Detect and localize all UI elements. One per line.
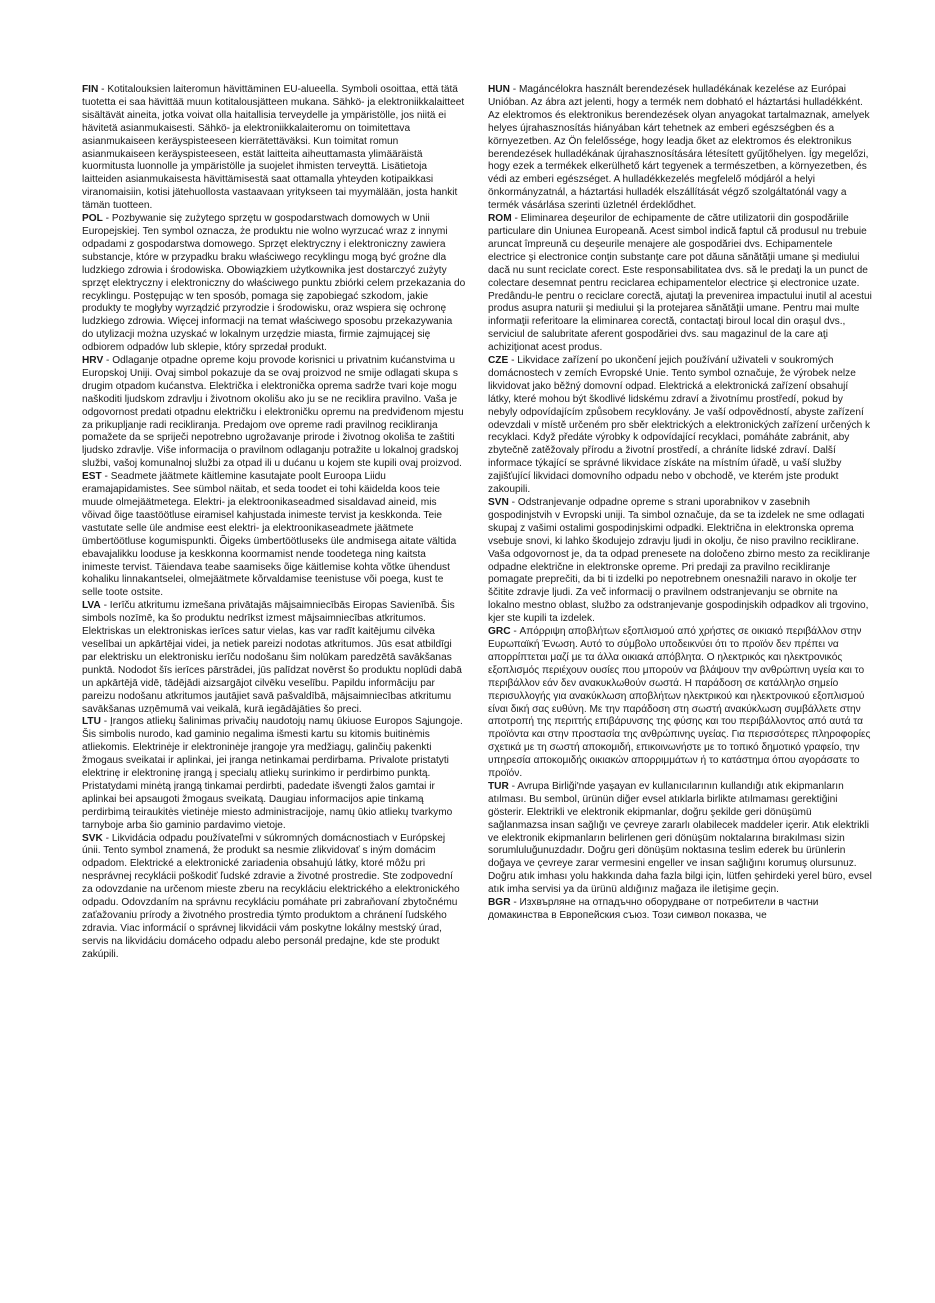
section-text: Seadmete jäätmete käitlemine kasutajate poolt Euroopa Liidu eramajapidamistes. See sümbol näitab, et seda toodet ei tohi käidelda koos teie muude olmejäätmetega. Elektri- ja elektroonikaseadmed sisaldavad aineid, mis võivad õige taastöötluse eiramisel kahjustada inimeste tervist ja keskkonda. Teie vastutate selle üle andmise eest elektri- ja elektroonikaseadmete jäätmete ümbertöötluse kogumispunkti. Õigeks ümbertöötluseks üle andmisega aitate vältida ebavajalikku looduse ja keskkonna koormamist nende toodetega ning kaitsta inimeste tervist. Täiendava teabe saamiseks õige käitlemise kohta võtke ühendust kohaliku linnakantselei, olmejäätmete kõrvaldamise teenistuse või poega, kust te selle toote ostsite. — [82, 471, 457, 599]
section-text: Likvidace zařízení po ukončení jejich používání uživateli v soukromých domácnostech v zemích Evropské Unie. Tento symbol označuje, že výrobek nelze likvidovat jako běžný domovní odpad. Elektrická a elektronická zařízení obsahují látky, které mohou být škodlivé lidskému zdraví a životnímu prostředí, pokud by nebyly odpovídajícím způsobem recyklovány. Je vaší odpovědností, abyste zařízení odevzdali v místě určeném pro sběr elektrických a elektronických zařízení určených k recyklaci. Když předáte výrobky k odpovídající recyklaci, pomáháte zabránit, aby zbytečně zatěžovaly přírodu a životní prostředí, a chráníte lidské zdraví. Další informace týkající se správné likvidace získáte na místním úřadě, u vaší služby zajišťující likvidaci domovního odpadu nebo v obchodě, ve kterém jste produkt zakoupili. — [488, 355, 871, 496]
language-code: CZE — [488, 355, 509, 367]
section-text: Odlaganje otpadne opreme koju provode korisnici u privatnim kućanstvima u Europskoj Uniji. Ovaj simbol pokazuje da se ovaj proizvod ne smije odlagati skupa s drugim otpadom kućanstva. Električka i elektronička oprema sadrže tvari koje mogu naškoditi ljudskom zdravlju i životnom okolišu ako ju se ne reciklira pravilno. Vaša je odgovornost predati otpadnu električku i elektroničku opremu na predviđenom mjestu za prikupljanje radi recikliranja. Predajom ove opreme radi pravilnog recikliranja pomažete da se spriječi nepotrebno ugrožavanje prirode i životnog okoliša te zaštiti ljudsko zdravlje. Više informacija o pravilnom odlaganju potražite u lokalnoj gradskoj službi, vašoj komunalnoj službi za otpad ili u dućanu u kojem ste kupili ovaj proizvod. — [82, 355, 464, 470]
language-code: LTU — [82, 716, 101, 728]
section-hrv: HRV - Odlaganje otpadne opreme koju provode korisnici u privatnim kućanstvima u Europskoj Uniji. Ovaj simbol pokazuje da se ovaj proizvod ne smije odlagati skupa s drugim otpadom kućanstva. Električka i elektronička oprema sadrže tvari koje mogu naškoditi ljudskom zdravlju i životnom okolišu ako ju se ne reciklira pravilno. Vaša je odgovornost predati otpadnu električku i elektroničku opremu na predviđenom mjestu za prikupljanje radi recikliranja. Predajom ove opreme radi pravilnog recikliranja pomažete da se spriječi nepotrebno ugrožavanje prirode i životnog okoliša te zaštiti ljudsko zdravlje. Više informacija o pravilnom odlaganju potražite u lokalnoj gradskoj službi, vašoj komunalnoj službi za otpad ili u dućanu u kojem ste kupili ovaj proizvod. — [82, 355, 464, 470]
section-ltu: LTU - Įrangos atliekų šalinimas privačių naudotojų namų ūkiuose Europos Sąjungoje. Šis simbolis nurodo, kad gaminio negalima išmesti kartu su kitomis buitinėmis atliekomis. Elektrinėje ir elektroninėje įrangoje yra medžiagų, galinčių pakenkti žmogaus sveikatai ir aplinkai, jei įranga netinkamai perdirbama. Privalote pristatyti elektrinę ir elektroninę įrangą į specialų atliekų surinkimo ir perdirbimo punktą. Pristatydami minėtą įrangą tinkamai perdirbti, padedate išvengti žalos gamtai ir aplinkai bei apsaugoti žmogaus sveikatą. Daugiau informacijos apie tinkamą perdirbimą teiraukitės vietinėje miesto administracijoje, namų ūkio atliekų tvarkymo tarnyboje arba šio gaminio pardavimo vietoje. — [82, 716, 463, 831]
language-code: HUN — [488, 84, 510, 95]
section-svn: SVN - Odstranjevanje odpadne opreme s strani uporabnikov v zasebnih gospodinjstvih v Evropski uniji. Ta simbol označuje, da se ta izdelek ne sme odlagati skupaj z vašimi ostalimi gospodinjskimi odpadki. Električna in elektronska oprema vsebuje snovi, ki lahko škodujejo zdravju ljudi in okolju, če niso pravilno reciklirane. Vaša odgovornost je, da ta odpad prenesete na določeno zbirno mesto za recikliranje odpadne električne in elektronske opreme. Pri predaji za pravilno recikliranje pomagate preprečiti, da bi ti izdelki po nepotrebnem onesnažili naravo in okolje ter ščitite zdravje ljudi. Za več informacij o pravilnem odstranjevanju se obrnite na lokalno mestno oblast, službo za odstranjevanje gospodinjskih odpadkov ali trgovino, kjer ste kupili ta izdelek. — [488, 497, 870, 625]
language-code: SVN — [488, 497, 509, 508]
language-code: LVA — [82, 600, 101, 612]
section-est: EST - Seadmete jäätmete käitlemine kasutajate poolt Euroopa Liidu eramajapidamistes. See sümbol näitab, et seda toodet ei tohi käidelda koos teie muude olmejäätmetega. Elektri- ja elektroonikaseadmed sisaldavad aineid, mis võivad õige taastöötluse eiramisel kahjustada inimeste tervist ja keskkonda. Teie vastutate selle üle andmise eest elektri- ja elektroonikaseadmete jäätmete ümbertöötluse kogumispunkti. Õigeks ümbertöötluseks üle andmisega aitate vältida ebavajalikku looduse ja keskkonna koormamist nende toodetega ning kaitsta inimeste tervist. Täiendava teabe saamiseks õige käitlemise kohta võtke ühendust kohaliku linnakantselei, olmejäätmete kõrvaldamise teenistuse või poega, kust te selle toote ostsite. — [82, 471, 457, 599]
language-code: POL — [82, 213, 103, 225]
document-page — [82, 84, 872, 1284]
section-text: Avrupa Birliği'nde yaşayan ev kullanıcılarının kullandığı atık ekipmanların atılması. Bu sembol, ürünün diğer evsel atıklarla birlikte atılmaması gerektiğini gösterir. Elektrikli ve elektronik ekipmanlar, doğru şekilde geri dönüşümü sağlanmazsa insan sağlığı ve çevreye zararlı olabilecek maddeler içerir. Atık elektrikli ve elektronik ekipmanların belirlenen geri dönüşüm noktalarına bırakılması sizin sorumluluğunuzdadır. Doğru geri dönüşüm noktasına teslim ederek bu ürünlerin doğaya ve çevreye zarar vermesini engeller ve insan sağlığını korumuş olursunuz. Doğru atık imhası yolu hakkında daha fazla bilgi için, lütfen şehirdeki yerel büro, evsel atık imha servisi ya da ürünü aldığınız mağaza ile iletişime geçin. — [488, 780, 872, 896]
section-rom: ROM - Eliminarea deşeurilor de echipamente de către utilizatorii din gospodăriile particulare din Uniunea Europeană. Acest simbol indică faptul că produsul nu trebuie aruncat împreună cu deşeurile menajere ale gospodăriei dvs. Echipamentele electrice şi electronice conţin substanţe care pot dăuna sănătăţii umane şi mediului dacă nu sunt reciclate corect. Este responsabilitatea dvs. să le predaţi la un punct de colectare desemnat pentru reciclarea echipamentelor electrice şi electronice uzate. Predându-le pentru o reciclare corectă, ajutaţi la prevenirea impactului inutil al acestui produs asupra naturii şi mediului şi la protejarea sănătăţii umane. Pentru mai multe informaţii referitoare la eliminarea corectă, contactaţi biroul local din oraşul dvs., serviciul de salubritate aferent gospodăriei dvs. sau magazinul de la care aţi achiziţionat acest produs. — [488, 213, 872, 354]
language-code: HRV — [82, 355, 104, 367]
section-hun: HUN - Magáncélokra használt berendezések hulladékának kezelése az Európai Unióban. Az ábra azt jelenti, hogy a termék nem dobható el háztartási hulladékként. Az elektromos és elektronikus berendezések olyan anyagokat tartalmaznak, amelyek helyes újrahasznosítás hiányában kárt tehetnek az emberi egészségben és a környezetben. Az Ön felelőssége, hogy leadja őket az elektromos és elektronikus berendezések hulladékának újrahasznosítására létesített gyűjtőhelyen. Így megelőzi, hogy ezek a termékek elkerülhető kárt tegyenek a természetben, a környezetben, és védi az emberi egészséget. A hulladékkezelés megfelelő módjáról a helyi önkormányzatnál, a háztartási hulladék elszállítását végző szolgáltatónál vagy a termék vásárlása szerinti üzletnél érdeklődhet. — [488, 84, 870, 212]
section-text: Ierīču atkritumu izmešana privātajās mājsaimniecībās Eiropas Savienībā. Šis simbols nozīmē, ka šo produktu nedrīkst izmest mājsaimniecības atkritumos. Elektriskas un elektroniskas ierīces satur vielas, kas var radīt kaitējumu cilvēka veselībai un apkārtējai videi, ja netiek pareizi nodotas atkritumos. Jūs esat atbildīgi par elektrisku un elektronisku ierīču nodošanu šim nolūkam paredzētā savākšanas punktā. Nododot šīs ierīces pārstrādei, jūs palīdzat novērst šo produktu noplūdi dabā un apkārtējā vidē, tādējādi aizsargājot cilvēku veselību. Papildu informāciju par pareizu nodošanu atkritumos jautājiet savā pašvaldībā, mājsaimniecības atkritumu savākšanas uzņēmumā vai veikalā, kurā iegādājāties šo preci. — [82, 600, 462, 715]
section-text: Изхвърляне на отпадъчно оборудване от потребители в частни домакинства в Европейския съюз. Този символ показва, че — [488, 897, 819, 921]
section-cze: CZE - Likvidace zařízení po ukončení jejich používání uživateli v soukromých domácnostech v zemích Evropské Unie. Tento symbol označuje, že výrobek nelze likvidovat jako běžný domovní odpad. Elektrická a elektronická zařízení obsahují látky, které mohou být škodlivé lidskému zdraví a životnímu prostředí, pokud by nebyly odpovídajícím způsobem recyklovány. Je vaší odpovědností, abyste zařízení odevzdali v místě určeném pro sběr elektrických a elektronických zařízení určených k recyklaci. Když předáte výrobky k odpovídající recyklaci, pomáháte zabránit, aby zbytečně zatěžovaly přírodu a životní prostředí, a chráníte lidské zdraví. Další informace týkající se správné likvidace získáte na místním úřadě, u vaší služby zajišťující likvidaci domovního odpadu nebo v obchodě, ve kterém jste produkt zakoupili. — [488, 355, 871, 496]
section-grc: GRC - Απόρριψη αποβλήτων εξοπλισμού από χρήστες σε οικιακό περιβάλλον στην Ευρωπαϊκή Ένωση. Αυτό το σύμβολο υποδεικνύει ότι το προϊόν δεν πρέπει να απορρίπτεται μαζί με τα άλλα οικιακά απόβλητα. Ο ηλεκτρικός και ηλεκτρονικός εξοπλισμός περιέχουν ουσίες που μπορούν να βλάψουν την ανθρώπινη υγεία και το περιβάλλον εάν δεν ανακυκλωθούν σωστά. Η παράδοση σε κατάλληλο σημείο περισυλλογής για ανακύκλωση αποβλήτων ηλεκτρικού και ηλεκτρονικού εξοπλισμού είναι δική σας ευθύνη. Με την παράδοση στη σωστή ανακύκλωση συμβάλλετε στην αποτροπή της περιττής επιβάρυνσης της φύσης και του περιβάλλοντος από αυτά τα προϊόντα και στην προστασία της ανθρώπινης υγείας. Για περισσότερες πληροφορίες σχετικά με τη σωστή αποκομιδή, επικοινωνήστε με το τοπικό δημοτικό γραφείο, την υπηρεσία αποκομιδής οικιακών απορριμμάτων ή το κατάστημα όπου αγοράσατε το προϊόν. — [488, 626, 871, 780]
section-text: Likvidácia odpadu používateľmi v súkromných domácnostiach v Európskej únii. Tento symbol znamená, že produkt sa nesmie zlikvidovať s iným domácim odpadom. Elektrické a elektronické zariadenia obsahujú látky, ktoré môžu pri nesprávnej recyklácii poškodiť ľudské zdravie a životné prostredie. Ste zodpovední za odovzdanie na určenom mieste zberu na recykláciu elektrického a elektronického odpadu. Odovzdaním na správnu recykláciu pomáhate pri zabraňovaní zbytočnému zaťažovaniu prírody a životného prostredia týmto produktom a chránení ľudského zdravia. Viac informácií o správnej likvidácii vám poskytne lokálny mestský úrad, servis na likvidáciu domáceho odpadu alebo personál predajne, kde ste produkt zakúpili. — [82, 832, 460, 960]
section-lva: LVA - Ierīču atkritumu izmešana privātajās mājsaimniecībās Eiropas Savienībā. Šis simbols nozīmē, ka šo produktu nedrīkst izmest mājsaimniecības atkritumos. Elektriskas un elektroniskas ierīces satur vielas, kas var radīt kaitējumu cilvēka veselībai un apkārtējai videi, ja netiek pareizi nodotas atkritumos. Jūs esat atbildīgi par elektrisku un elektronisku ierīču nodošanu šim nolūkam paredzētā savākšanas punktā. Nododot šīs ierīces pārstrādei, jūs palīdzat novērst šo produktu noplūdi dabā un apkārtējā vidē, tādējādi aizsargājot cilvēku veselību. Papildu informāciju par pareizu nodošanu atkritumos jautājiet savā pašvaldībā, mājsaimniecības atkritumu savākšanas uzņēmumā vai veikalā, kurā iegādājāties šo preci. — [82, 600, 462, 715]
language-code: FIN — [82, 84, 99, 95]
language-code: SVK — [82, 832, 103, 844]
section-text: Pozbywanie się zużytego sprzętu w gospodarstwach domowych w Unii Europejskiej. Ten symbol oznacza, że produktu nie wolno wyrzucać wraz z innymi odpadami z gospodarstwa domowego. Sprzęt elektryczny i elektroniczny zawiera substancje, które w przypadku braku właściwego recyklingu mogą być groźne dla ludzkiego zdrowia i środowiska. Obowiązkiem użytkownika jest dostarczyć zużyty sprzęt elektryczny i elektroniczny do właściwego punktu zbiórki celem przekazania do recyklingu. Postępując w ten sposób, pomaga się zapobiegać szkodom, jakie produkty te mogłyby wyrządzić przyrodzie i środowisku, oraz wspiera się ochronę ludzkiego zdrowia. Więcej informacji na temat właściwego sposobu przekazywania do utylizacji można uzyskać w lokalnym urzędzie miasta, firmie zajmującej się odbiorem odpadów lub sklepie, który sprzedał produkt. — [82, 213, 466, 354]
language-code: EST — [82, 471, 102, 483]
section-fin: FIN - Kotitalouksien laiteromun hävittäminen EU-alueella. Symboli osoittaa, että tätä tuotetta ei saa hävittää muun kotitalousjätteen mukana. Sähkö- ja elektroniikkalaitteet sisältävät aineita, jotka voivat olla haitallisia terveydelle ja ympäristölle, jos niitä ei hävitetä asianmukaisesti. Sähkö- ja elektroniikkalaiteromu on toimitettava asianmukaiseen keräyspisteeseen kierrätettäväksi. Kun toimitat romun asianmukaiseen keräyspisteeseen, estät laitteita aiheuttamasta ylimääräistä kuormitusta luonnolle ja ympäristölle ja suojelet ihmisten terveyttä. Lisätietoja laitteiden asianmukaisesta hävittämisestä saat ottamalla yhteyden kotipaikkasi viranomaisiin, kotisi jätehuollosta vastaavaan yritykseen tai myymälään, josta hankit tämän tuotteen. — [82, 84, 465, 212]
language-code: ROM — [488, 213, 512, 225]
section-text: Eliminarea deşeurilor de echipamente de către utilizatorii din gospodăriile particulare din Uniunea Europeană. Acest simbol indică faptul că produsul nu trebuie aruncat împreună cu deşeurile menajere ale gospodăriei dvs. Echipamentele electrice şi electronice conţin substanţe care pot dăuna sănătăţii umane şi mediului dacă nu sunt reciclate corect. Este responsabilitatea dvs. să le predaţi la un punct de colectare desemnat pentru reciclarea echipamentelor electrice şi electronice uzate. Predându-le pentru o reciclare corectă, ajutaţi la prevenirea impactului inutil al acestui produs asupra naturii şi mediului şi la protejarea sănătăţii umane. Pentru mai multe informaţii referitoare la eliminarea corectă, contactaţi biroul local din oraşul dvs., serviciul de salubritate aferent gospodăriei dvs. sau magazinul de la care aţi achiziţionat acest produs. — [488, 213, 872, 354]
section-text: Απόρριψη αποβλήτων εξοπλισμού από χρήστες σε οικιακό περιβάλλον στην Ευρωπαϊκή Ένωση. Αυτό το σύμβολο υποδεικνύει ότι το προϊόν δεν πρέπει να απορρίπτεται μαζί με τα άλλα οικιακά απόβλητα. Ο ηλεκτρικός και ηλεκτρονικός εξοπλισμός περιέχουν ουσίες που μπορούν να βλάψουν την ανθρώπινη υγεία και το περιβάλλον εάν δεν ανακυκλωθούν σωστά. Η παράδοση σε κατάλληλο σημείο περισυλλογής για ανακύκλωση αποβλήτων ηλεκτρικού και ηλεκτρονικού εξοπλισμού είναι δική σας ευθύνη. Με την παράδοση στη σωστή ανακύκλωση συμβάλλετε στην αποτροπή της περιττής επιβάρυνσης της φύσης και του περιβάλλοντος από αυτά τα προϊόντα και στην προστασία της ανθρώπινης υγείας. Για περισσότερες πληροφορίες σχετικά με τη σωστή αποκομιδή, επικοινωνήστε με το τοπικό δημοτικό γραφείο, την υπηρεσία αποκομιδής οικιακών απορριμμάτων ή το κατάστημα όπου αγοράσατε το προϊόν. — [488, 626, 871, 780]
left-column — [82, 84, 466, 1284]
section-tur: TUR - Avrupa Birliği'nde yaşayan ev kullanıcılarının kullandığı atık ekipmanların atılması. Bu sembol, ürünün diğer evsel atıklarla birlikte atılmaması gerektiğini gösterir. Elektrikli ve elektronik ekipmanlar, doğru şekilde geri dönüşümü sağlanmazsa insan sağlığı ve çevreye zararlı olabilecek maddeler içerir. Atık elektrikli ve elektronik ekipmanların belirlenen geri dönüşüm noktalarına bırakılması sizin sorumluluğunuzdadır. Doğru geri dönüşüm noktasına teslim ederek bu ürünlerin doğaya ve çevreye zarar vermesini engeller ve insan sağlığını korumuş olursunuz. Doğru atık imhası yolu hakkında daha fazla bilgi için, lütfen şehirdeki yerel büro, evsel atık imha servisi ya da ürünü aldığınız mağaza ile iletişime geçin. — [488, 780, 872, 896]
section-svk: SVK - Likvidácia odpadu používateľmi v súkromných domácnostiach v Európskej únii. Tento symbol znamená, že produkt sa nesmie zlikvidovať s iným domácim odpadom. Elektrické a elektronické zariadenia obsahujú látky, ktoré môžu pri nesprávnej recyklácii poškodiť ľudské zdravie a životné prostredie. Ste zodpovední za odovzdanie na určenom mieste zberu na recykláciu elektrického a elektronického odpadu. Odovzdaním na správnu recykláciu pomáhate pri zabraňovaní zbytočnému zaťažovaniu prírody a životného prostredia týmto produktom a chránení ľudského zdravia. Viac informácií o správnej likvidácii vám poskytne lokálny mestský úrad, servis na likvidáciu domáceho odpadu alebo personál predajne, kde ste produkt zakúpili. — [82, 832, 460, 960]
language-code: TUR — [488, 780, 509, 792]
right-column — [488, 84, 872, 1284]
section-bgr: BGR - Изхвърляне на отпадъчно оборудване от потребители в частни домакинства в Европейския съюз. Този символ показва, че — [488, 897, 819, 921]
language-code: GRC — [488, 626, 511, 638]
section-text: Magáncélokra használt berendezések hulladékának kezelése az Európai Unióban. Az ábra azt jelenti, hogy a termék nem dobható el háztartási hulladékként. Az elektromos és elektronikus berendezések olyan anyagokat tartalmaznak, amelyek helyes újrahasznosítás hiányában kárt tehetnek az emberi egészségben és a környezetben. Az Ön felelőssége, hogy leadja őket az elektromos és elektronikus berendezések hulladékának újrahasznosítására létesített gyűjtőhelyen. Így megelőzi, hogy ezek a termékek elkerülhető kárt tegyenek a természetben, a környezetben, és védi az emberi egészséget. A hulladékkezelés megfelelő módjáról a helyi önkormányzatnál, a háztartási hulladék elszállítását végző szolgáltatónál vagy a termék vásárlása szerinti üzletnél érdeklődhet. — [488, 84, 870, 212]
section-text: Odstranjevanje odpadne opreme s strani uporabnikov v zasebnih gospodinjstvih v Evropski uniji. Ta simbol označuje, da se ta izdelek ne sme odlagati skupaj z vašimi ostalimi gospodinjskimi odpadki. Električna in elektronska oprema vsebuje snovi, ki lahko škodujejo zdravju ljudi in okolju, če niso pravilno reciklirane. Vaša odgovornost je, da ta odpad prenesete na določeno zbirno mesto za recikliranje odpadne električne in elektronske opreme. Pri predaji za pravilno recikliranje pomagate preprečiti, da bi ti izdelki po nepotrebnem onesnažili naravo in okolje ter ščitite zdravje ljudi. Za več informacij o pravilnem odstranjevanju se obrnite na lokalno mestno oblast, službo za odstranjevanje gospodinjskih odpadkov ali trgovino, kjer ste kupili ta izdelek. — [488, 497, 870, 625]
section-text: Kotitalouksien laiteromun hävittäminen EU-alueella. Symboli osoittaa, että tätä tuotetta ei saa hävittää muun kotitalousjätteen mukana. Sähkö- ja elektroniikkalaitteet sisältävät aineita, jotka voivat olla haitallisia terveydelle ja ympäristölle, jos niitä ei hävitetä asianmukaisesti. Sähkö- ja elektroniikkalaiteromu on toimitettava asianmukaiseen keräyspisteeseen kierrätettäväksi. Kun toimitat romun asianmukaiseen keräyspisteeseen, estät laitteita aiheuttamasta ylimääräistä kuormitusta luonnolle ja ympäristölle ja suojelet ihmisten terveyttä. Lisätietoja laitteiden asianmukaisesta hävittämisestä saat ottamalla yhteyden kotipaikkasi viranomaisiin, kotisi jätehuollosta vastaavaan yritykseen tai myymälään, josta hankit tämän tuotteen. — [82, 84, 465, 212]
language-code: BGR — [488, 897, 511, 909]
section-pol: POL - Pozbywanie się zużytego sprzętu w gospodarstwach domowych w Unii Europejskiej. Ten symbol oznacza, że produktu nie wolno wyrzucać wraz z innymi odpadami z gospodarstwa domowego. Sprzęt elektryczny i elektroniczny zawiera substancje, które w przypadku braku właściwego recyklingu mogą być groźne dla ludzkiego zdrowia i środowiska. Obowiązkiem użytkownika jest dostarczyć zużyty sprzęt elektryczny i elektroniczny do właściwego punktu zbiórki celem przekazania do recyklingu. Postępując w ten sposób, pomaga się zapobiegać szkodom, jakie produkty te mogłyby wyrządzić przyrodzie i środowisku, oraz wspiera się ochronę ludzkiego zdrowia. Więcej informacji na temat właściwego sposobu przekazywania do utylizacji można uzyskać w lokalnym urzędzie miasta, firmie zajmującej się odbiorem odpadów lub sklepie, który sprzedał produkt. — [82, 213, 466, 354]
section-text: Įrangos atliekų šalinimas privačių naudotojų namų ūkiuose Europos Sąjungoje. Šis simbolis nurodo, kad gaminio negalima išmesti kartu su kitomis buitinėmis atliekomis. Elektrinėje ir elektroninėje įrangoje yra medžiagų, galinčių pakenkti žmogaus sveikatai ir aplinkai, jei įranga netinkamai perdirbama. Privalote pristatyti elektrinę ir elektroninę įrangą į specialų atliekų surinkimo ir perdirbimo punktą. Pristatydami minėtą įrangą tinkamai perdirbti, padedate išvengti žalos gamtai ir aplinkai bei apsaugoti žmogaus sveikatą. Daugiau informacijos apie tinkamą perdirbimą teiraukitės vietinėje miesto administracijoje, namų ūkio atliekų tvarkymo tarnyboje arba šio gaminio pardavimo vietoje. — [82, 716, 463, 831]
